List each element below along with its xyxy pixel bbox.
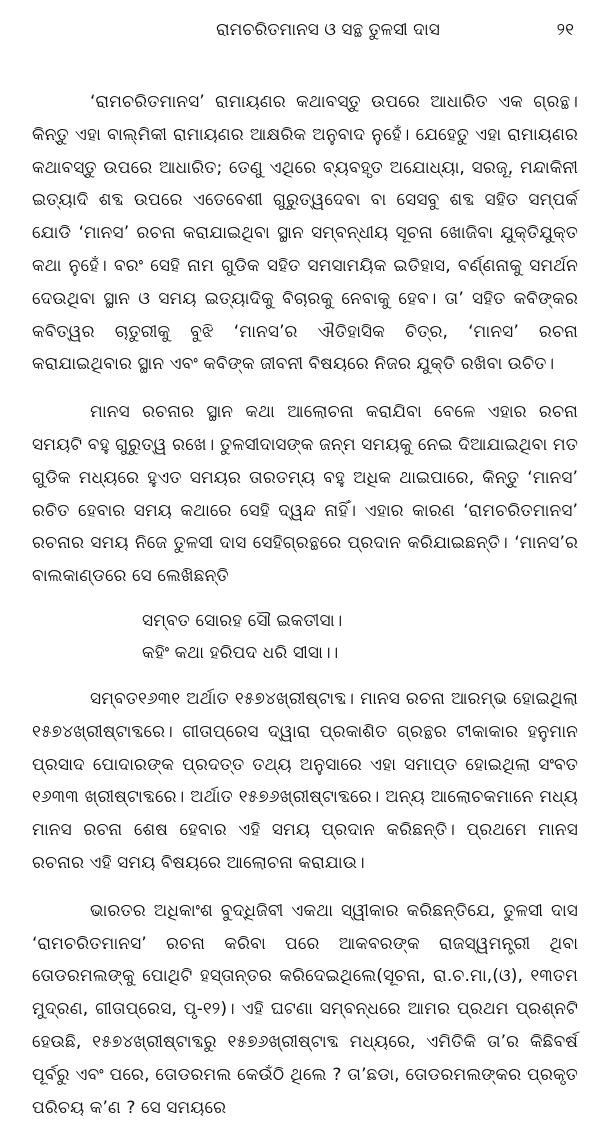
paragraph-3: ସମ୍ବତ୧୬୩୧ ଅର୍ଥାତ ୧୫୭୪ଖ୍ରୀଷ୍ଟାବ୍ଦ। ମାନସ ରଚନା ଆରମ୍ଭ ହୋଇଥିଲା ୧୫୭୪ଖ୍ରୀଷ୍ଟାବ୍ଦରେ। ଗୀତାପ୍ରେସ ଦ୍ୱାରା ପ୍ରକାଶିତ ଗ୍ରନ୍ଥର ଟୀକାକାର ହନୁମାନ ପ୍ରସାଦ ପୋଦାରଙ୍କ ପ୍ରଦତ୍ତ ତଥ୍ୟ ଅନୁସାରେ ଏହା ସମାପ୍ତ ହୋଇଥିଲା ସଂବତ ୧୬୩୩ ଖ୍ରୀଷ୍ଟାବ୍ଦରେ। ଅର୍ଥାତ ୧୫୭୬ଖ୍ରୀଷ୍ଟାବ୍ଦରେ। ଅନ୍ୟ ଆଲୋଚକମାନେ ମଧ୍ୟ ମାନସ ରଚନା ଶେଷ ହେବାର ଏହି ସମୟ ପ୍ରଦାନ କରିଛନ୍ତି। ପ୍ରଥମେ ମାନସ ରଚନାର ଏହି ସମୟ ବିଷୟରେ ଆଲୋଚନା କରାଯାଉ। bbox=[32, 688, 578, 873]
verse-quote bbox=[142, 605, 578, 669]
page-number: ୨୧ bbox=[556, 20, 574, 40]
body-text bbox=[32, 86, 578, 1124]
running-header bbox=[74, 16, 582, 44]
paragraph-2: ମାନସ ରଚନାର ସ୍ଥାନ କଥା ଆଲୋଚନା କରାଯିବା ବେଳେ ଏହାର ରଚନା ସମୟଟି ବହୁ ଗୁରୁତ୍ୱ ରଖେ। ତୁଳସୀଦାସଙ୍କ ଜନ୍ମ ସମୟକୁ ନେଇ ଦିଆଯାଇଥିବା ମତ ଗୁଡିକ ମଧ୍ୟରେ ହୁଏତ ସମୟର ତାରତମ୍ୟ ବହୁ ଅଧିକ ଥାଇପାରେ, କିନ୍ତୁ ‘ମାନସ’ ରଚିତ ହେବାର ସମୟ କଥାରେ ସେହି ଦ୍ୱନ୍ଦ ନାହିଁ। ଏହାର କାରଣ ‘ରାମଚରିତମାନସ’ ରଚନାର ସମୟ ନିଜେ ତୁଳସୀ ଦାସ ସେହିଗ୍ରନ୍ଥରେ ପ୍ରଦାନ କରିଯାଇଛନ୍ତି। ‘ମାନସ’ର ବାଲକାଣ୍ଡରେ ସେ ଲେଖିଛନ୍ତି bbox=[32, 402, 578, 587]
paragraph-1: ‘ରାମଚରିତମାନସ’ ରାମାୟଣର କଥାବସ୍ତୁ ଉପରେ ଆଧାରିତ ଏକ ଗ୍ରନ୍ଥ। କିନ୍ତୁ ଏହା ବାଲ୍ମିକୀ ରାମାୟଣର ଆକ୍ଷରିକ ଅନୁବାଦ ନୁହେଁ। ଯେହେତୁ ଏହା ରାମାୟଣର କଥାବସ୍ତୁ ଉପରେ ଆଧାରିତ; ତେଣୁ ଏଥିରେ ବ୍ୟବହୃତ ଅଯୋଧ୍ୟା, ସରଜୂ, ମନ୍ଦାକିନୀ ଇତ୍ୟାଦି ଶବ୍ଦ ଉପରେ ଏତେବେଶୀ ଗୁରୁତ୍ୱଦେବା ବା ସେସବୁ ଶବ୍ଦ ସହିତ ସମ୍ପର୍କ ଯୋଡି ‘ମାନସ’ ରଚନା କରାଯାଇଥିବା ସ୍ଥାନ ସମ୍ବନ୍ଧୀୟ ସୂଚନା ଖୋଜିବା ଯୁକ୍ତିଯୁକ୍ତ କଥା ନୁହେଁ। ବରଂ ସେହି ନାମ ଗୁଡିକ ସହିତ ସମସାମୟିକ ଇତିହାସ, ବର୍ଣ୍ଣନାକୁ ସମର୍ଥନ ଦେଉଥିବା ସ୍ଥାନ ଓ ସମୟ ଇତ୍ୟାଦିକୁ ବିଚାରକୁ ନେବାକୁ ହେବ। ତା’ ସହିତ କବିଙ୍କର କବିତ୍ୱର ଚାତୁରୀକୁ ବୁଝି ‘ମାନସ’ର ଐତିହାସିକ ଚିତ୍ର, ‘ମାନସ’ ରଚନା କରାଯାଇଥିବାର ସ୍ଥାନ ଏବଂ କବିଙ୍କ ଜୀବନୀ ବିଷୟରେ ନିଜର ଯୁକ୍ତି ରଖିବା ଉଚିତ। bbox=[32, 92, 578, 375]
verse-line-1: ସମ୍ବତ ସୋରହ ସୌ ଇକତୀସା। bbox=[142, 610, 343, 631]
verse-line-2: କହିଂ କଥା ହରିପଦ ଧରି ସୀସା।। bbox=[142, 642, 339, 663]
running-title: ରାମଚରିତମାନସ ଓ ସନ୍ଥ ତୁଳସୀ ଦାସ bbox=[216, 20, 440, 40]
paragraph-4: ଭାରତର ଅଧିକାଂଶ ବୁଦ୍ଧିଜିବୀ ଏକଥା ସ୍ୱୀକାର କରିଛନ୍ତିଯେ, ତୁଳସୀ ଦାସ ‘ରାମଚରିତମାନସ’ ରଚନା କରିବା ପରେ ଆକବରଙ୍କ ରାଜସ୍ୱମନ୍ତ୍ରୀ ଥିବା ତୋଡରମଲଙ୍କୁ ପୋଥିଟି ହସ୍ତାନ୍ତର କରିଦେଇଥିଲେ(ସୂଚନା, ରା.ଚ.ମା,(ଓ), ୧୩ତମ ମୁଦ୍ରଣ, ଗୀତାପ୍ରେସ, ପୃ-୧୨)। ଏହି ଘଟଣା ସମ୍ବନ୍ଧରେ ଆମର ପ୍ରଥମ ପ୍ରଶ୍ନଟି ହେଉଛି, ୧୫୭୪ଖ୍ରୀଷ୍ଟାବ୍ଦରୁ ୧୫୭୬ଖ୍ରୀଷ୍ଟାବ୍ଦ ମଧ୍ୟରେ, ଏମିତିକି ତା’ର କିଛିବର୍ଷ ପୂର୍ବରୁ ଏବଂ ପରେ, ତୋଡରମଲ କେଉଁଠି ଥିଲେ ? ତା’ଛଡା, ତୋଡରମଲଙ୍କର ପ୍ରକୃତ ପରିଚୟ କ’ଣ ? ସେ ସମୟରେ bbox=[32, 900, 578, 1118]
